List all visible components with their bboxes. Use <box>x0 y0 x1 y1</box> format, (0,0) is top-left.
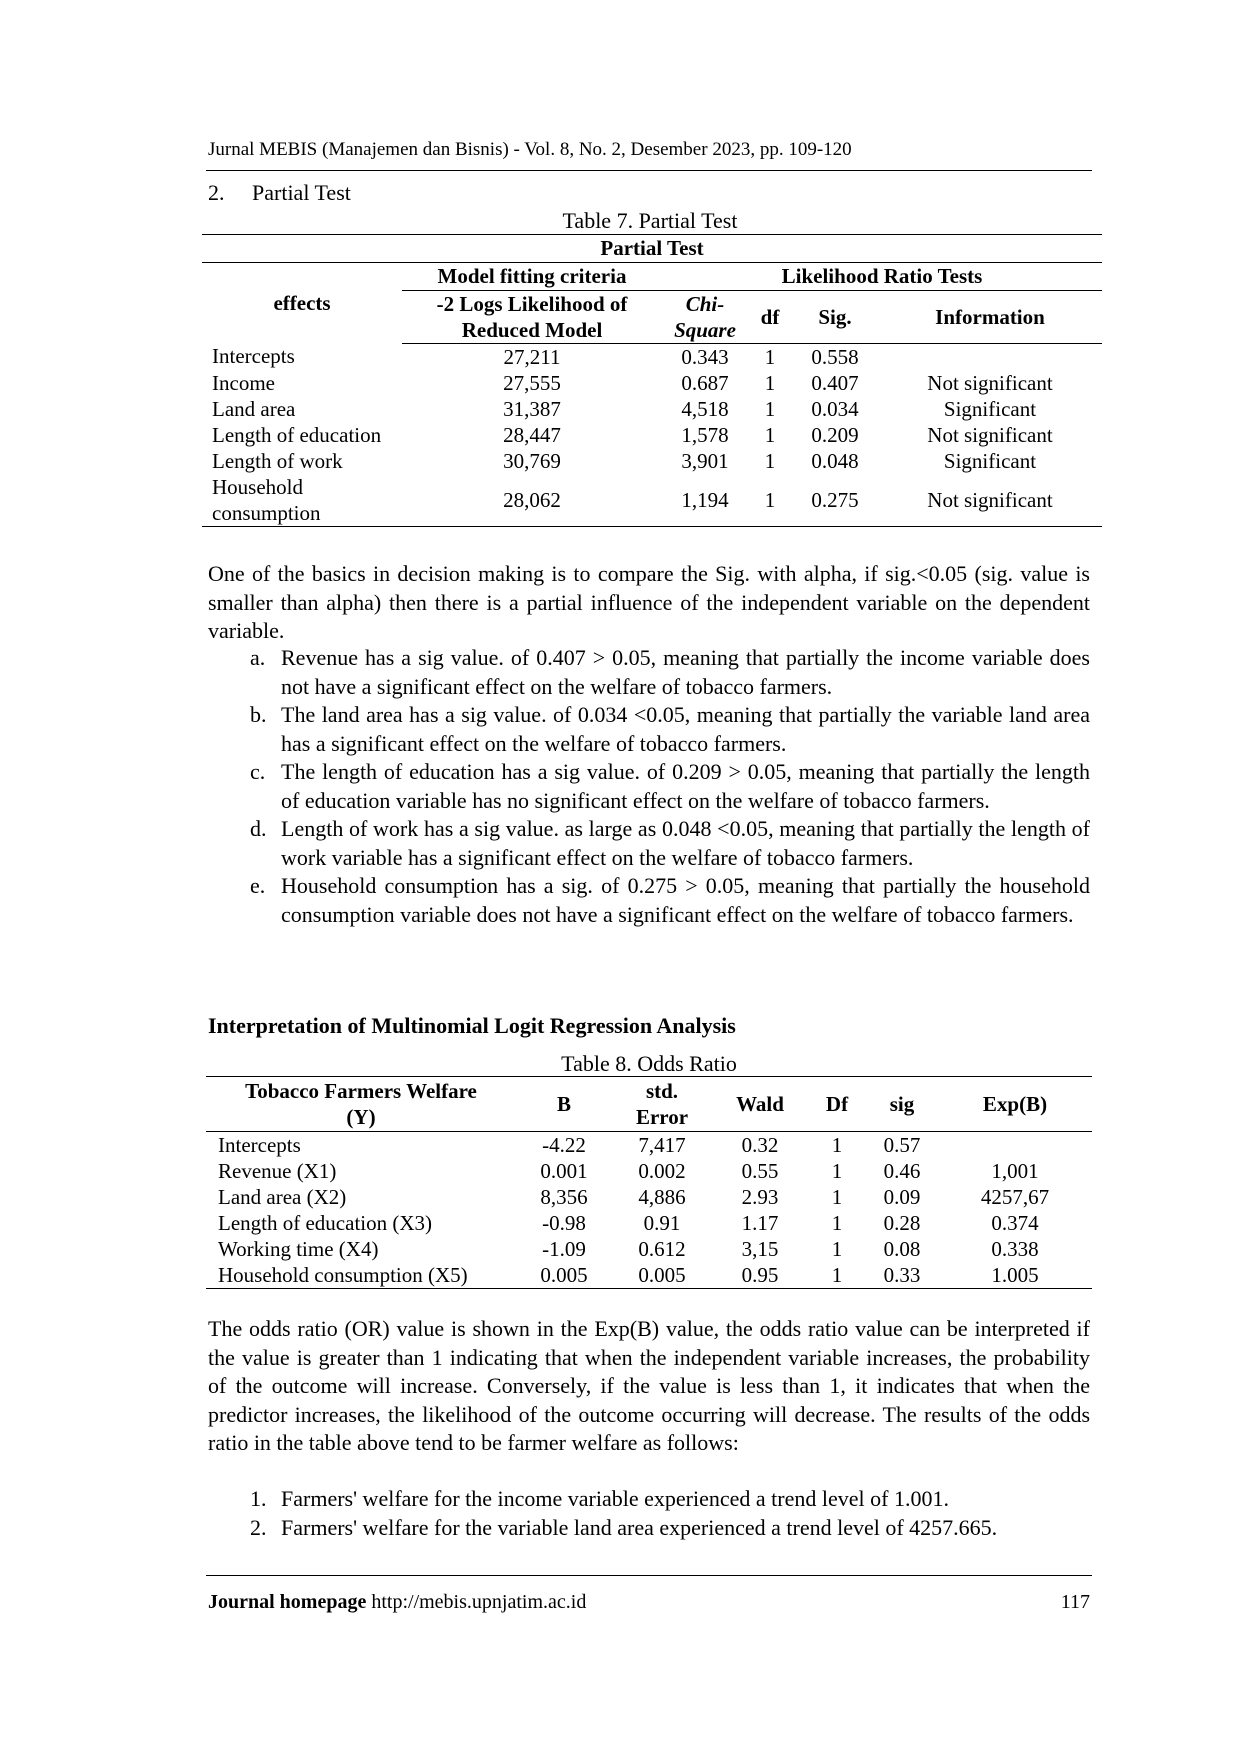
section-title: Partial Test <box>252 180 351 205</box>
table8-sig: 0.33 <box>866 1262 938 1289</box>
table7-effect: Household consumption <box>202 474 402 527</box>
table7-col-loglik: -2 Logs Likelihood of Reduced Model <box>402 291 662 344</box>
table7-loglik: 28,447 <box>503 422 561 447</box>
table8-se: 0.91 <box>643 1210 681 1235</box>
table8-se: 4,886 <box>638 1184 686 1209</box>
table8-wald: 0.32 <box>741 1132 779 1157</box>
table7-group-title: Partial Test <box>202 235 1102 263</box>
table8-col-b: B <box>516 1077 612 1132</box>
table7-info: Not significant <box>927 422 1053 447</box>
table8-b: -1.09 <box>542 1236 586 1261</box>
table-row <box>206 1210 1092 1236</box>
table8-sig: 0.08 <box>883 1236 921 1261</box>
table7-chi: 0.343 <box>681 344 729 369</box>
list-item: c. The length of education has a sig value. of 0.209 > 0.05, meaning that partially the length of education variable has no significant effect on the welfare of tobacco farmers. <box>250 759 1090 813</box>
table7-group-model-fitting: Model fitting criteria <box>402 263 662 291</box>
running-header: Jurnal MEBIS (Manajemen dan Bisnis) - Vol. 8, No. 2, Desember 2023, pp. 109-120 <box>208 139 852 160</box>
table7-col-chi-square: Chi- Square <box>662 291 748 344</box>
table7-info <box>878 344 1102 371</box>
section-heading <box>208 180 351 206</box>
list-item: a. Revenue has a sig value. of 0.407 > 0.05, meaning that partially the income variable does not have a significant effect on the welfare of tobacco farmers. <box>250 645 1090 699</box>
table-row <box>202 344 1102 371</box>
table8-col-df: Df <box>808 1077 866 1132</box>
table7-col-df: df <box>748 291 792 344</box>
table7-effect: Length of education <box>212 422 382 447</box>
list-item: d. Length of work has a sig value. as large as 0.048 <0.05, meaning that partially the length of work variable has a significant effect on the welfare of tobacco farmers. <box>250 816 1090 870</box>
table7-col-information: Information <box>878 291 1102 344</box>
partial-test-table <box>202 234 1102 527</box>
paragraph-decision-rule: One of the basics in decision making is to compare the Sig. with alpha, if sig.<0.05 (sig. value is smaller than alpha) then there is a partial influence of the independent variable on the dependent variable. <box>208 561 1090 643</box>
footer-label: Journal homepage <box>208 1591 367 1613</box>
table7-loglik: 28,062 <box>402 474 662 527</box>
table7-info: Not significant <box>878 474 1102 527</box>
table8-sig: 0.57 <box>883 1132 921 1157</box>
journal-homepage-link[interactable]: http://mebis.upnjatim.ac.id <box>371 1591 587 1613</box>
table8-expb: 1,001 <box>991 1158 1039 1183</box>
table8-sig: 0.28 <box>883 1210 921 1235</box>
table7-sig: 0.275 <box>792 474 878 527</box>
table8-se: 0.612 <box>638 1236 686 1261</box>
table-row <box>206 1262 1092 1289</box>
table7-info: Significant <box>943 448 1037 473</box>
table8-col-expb: Exp(B) <box>938 1077 1092 1132</box>
table7-effect: Length of work <box>212 448 343 473</box>
table8-se: 0.002 <box>638 1158 686 1183</box>
table8-b: 8,356 <box>540 1184 588 1209</box>
table8-wald: 3,15 <box>741 1236 779 1261</box>
table8-b: -0.98 <box>542 1210 586 1235</box>
table8-expb <box>938 1132 1092 1159</box>
table8-se: 7,417 <box>638 1132 686 1157</box>
table8-var: Length of education (X3) <box>218 1210 433 1235</box>
table7-df: 1 <box>764 370 776 395</box>
table8-col-wald: Wald <box>712 1077 808 1132</box>
table8-df: 1 <box>831 1236 843 1261</box>
header-rule <box>206 170 1092 171</box>
table7-col-sig: Sig. <box>792 291 878 344</box>
table8-df: 1 <box>831 1158 843 1183</box>
table8-se: 0.005 <box>612 1262 712 1289</box>
table7-loglik: 27,211 <box>503 344 561 369</box>
table7-effect: Income <box>212 370 275 395</box>
subheading: Interpretation of Multinomial Logit Regression Analysis <box>208 1013 736 1038</box>
table8-col-y: Tobacco Farmers Welfare (Y) <box>206 1077 516 1132</box>
table7-df: 1 <box>764 396 776 421</box>
page-number: 117 <box>1060 1591 1090 1613</box>
table-row <box>202 448 1102 474</box>
table7-effect: Land area <box>212 396 296 421</box>
table7-caption: Table 7. Partial Test <box>562 208 738 233</box>
table7-chi: 3,901 <box>681 448 729 473</box>
table7-sig: 0.209 <box>811 422 859 447</box>
table7-col-effects: effects <box>273 290 331 315</box>
list-item: 1. Farmers' welfare for the income variable experienced a trend level of 1.001. <box>250 1486 949 1511</box>
table7-loglik: 27,555 <box>503 370 561 395</box>
table8-var: Working time (X4) <box>218 1236 379 1261</box>
table8-wald: 0.95 <box>712 1262 808 1289</box>
table7-info: Not significant <box>927 370 1053 395</box>
table7-group-likelihood: Likelihood Ratio Tests <box>662 263 1102 291</box>
page-footer <box>208 1590 1090 1614</box>
table8-sig: 0.09 <box>883 1184 921 1209</box>
table7-sig: 0.034 <box>811 396 859 421</box>
table7-loglik: 30,769 <box>503 448 561 473</box>
table7-chi: 1,194 <box>662 474 748 527</box>
table-row <box>206 1236 1092 1262</box>
table8-b: -4.22 <box>542 1132 586 1157</box>
table8-col-std-error: std. Error <box>612 1077 712 1132</box>
table7-sig: 0.048 <box>811 448 859 473</box>
table8-expb: 1.005 <box>938 1262 1092 1289</box>
table8-var: Intercepts <box>218 1132 301 1157</box>
table8-expb: 4257,67 <box>980 1184 1050 1209</box>
table8-df: 1 <box>808 1262 866 1289</box>
list-item: 2. Farmers' welfare for the variable land area experienced a trend level of 4257.665. <box>250 1514 998 1540</box>
odds-ratio-table <box>206 1076 1092 1289</box>
table8-expb: 0.338 <box>991 1236 1039 1261</box>
table8-b: 0.005 <box>516 1262 612 1289</box>
table7-info: Significant <box>943 396 1037 421</box>
partial-test-findings-list <box>250 644 1090 929</box>
table-row <box>202 474 1102 527</box>
table-row <box>202 422 1102 448</box>
list-item: b. The land area has a sig value. of 0.034 <0.05, meaning that partially the variable land area has a significant effect on the welfare of tobacco farmers. <box>250 702 1090 756</box>
table8-df: 1 <box>831 1132 843 1157</box>
table7-df: 1 <box>764 422 776 447</box>
table8-b: 0.001 <box>540 1158 588 1183</box>
table8-sig: 0.46 <box>883 1158 921 1183</box>
table8-df: 1 <box>831 1210 843 1235</box>
table8-caption: Table 8. Odds Ratio <box>561 1051 737 1076</box>
odds-ratio-findings-list <box>250 1485 1090 1542</box>
table8-df: 1 <box>831 1184 843 1209</box>
section-number: 2. <box>208 180 225 205</box>
table7-chi: 1,578 <box>681 422 729 447</box>
table-row <box>206 1184 1092 1210</box>
table-row <box>206 1132 1092 1159</box>
table-row <box>206 1158 1092 1184</box>
table7-sig: 0.558 <box>811 344 859 369</box>
table7-chi: 4,518 <box>681 396 729 421</box>
table8-var: Household consumption (X5) <box>206 1262 516 1289</box>
footer-rule <box>206 1575 1092 1576</box>
table8-expb: 0.374 <box>991 1210 1039 1235</box>
table8-col-sig: sig <box>866 1077 938 1132</box>
table7-chi: 0.687 <box>681 370 729 395</box>
table8-wald: 2.93 <box>741 1184 779 1209</box>
paragraph-odds-ratio: The odds ratio (OR) value is shown in the Exp(B) value, the odds ratio value can be interpreted if the value is greater than 1 indicating that when the independent variable increases, the probability of the outcome will increase. Conversely, if the value is less than 1, it indicates that when the predictor increases, the likelihood of the outcome occurring will decrease. The results of the odds ratio in the table above tend to be farmer welfare as follows: <box>208 1316 1090 1455</box>
list-item: e. Household consumption has a sig. of 0.275 > 0.05, meaning that partially the household consumption variable does not have a significant effect on the welfare of tobacco farmers. <box>250 873 1090 927</box>
table7-df: 1 <box>764 344 776 369</box>
table7-loglik: 31,387 <box>503 396 561 421</box>
table8-var: Revenue (X1) <box>218 1158 337 1183</box>
table7-sig: 0.407 <box>811 370 859 395</box>
table8-wald: 1.17 <box>741 1210 779 1235</box>
table8-wald: 0.55 <box>741 1158 779 1183</box>
table7-df: 1 <box>764 448 776 473</box>
table-row <box>202 396 1102 422</box>
table7-effect: Intercepts <box>212 344 295 369</box>
table-row <box>202 370 1102 396</box>
table7-df: 1 <box>748 474 792 527</box>
table8-var: Land area (X2) <box>218 1184 347 1209</box>
